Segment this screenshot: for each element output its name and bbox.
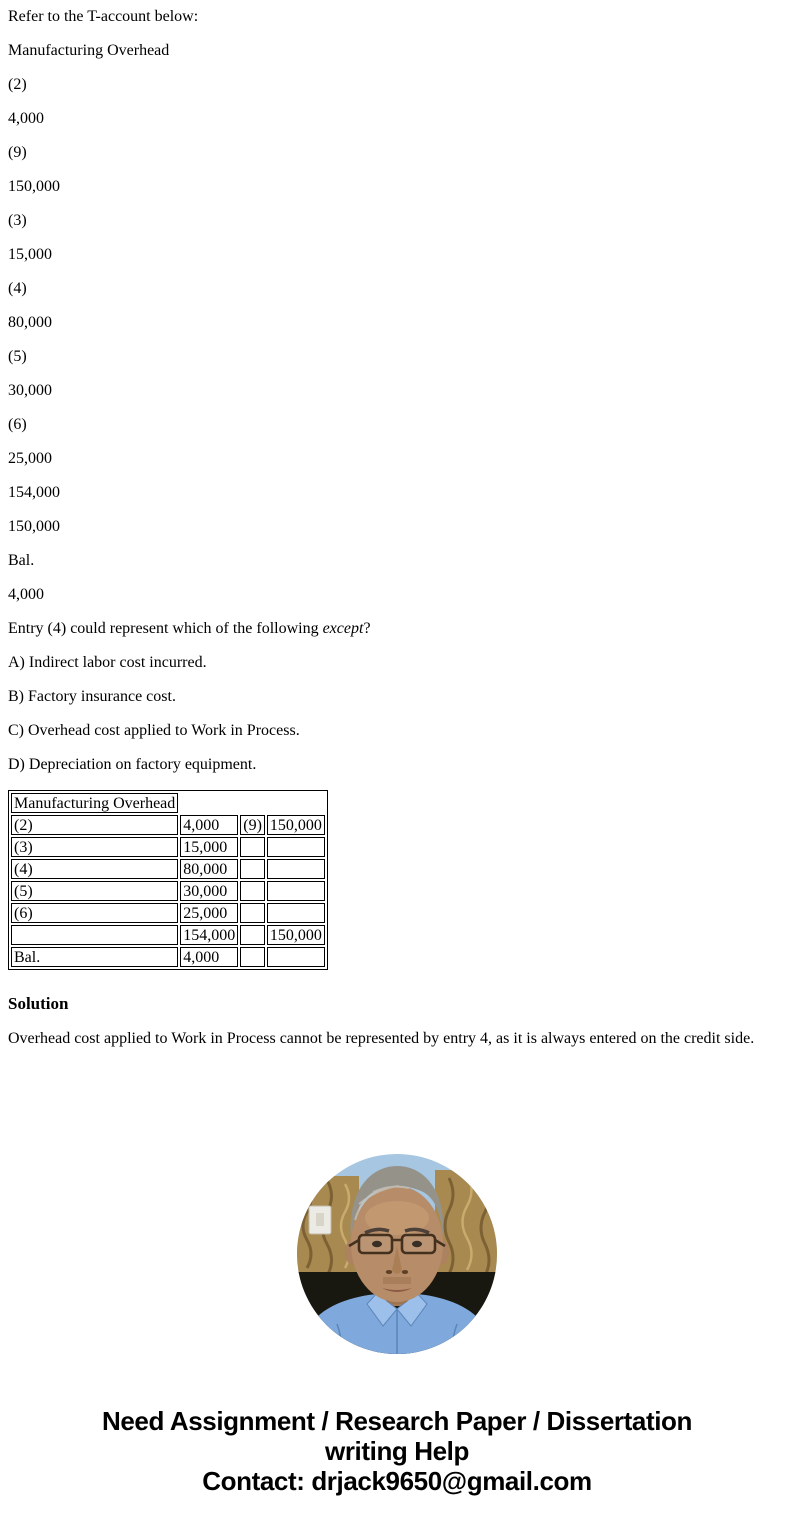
- ref-cell: [240, 881, 265, 901]
- choice-d: D) Depreciation on factory equipment.: [8, 756, 257, 773]
- footer-line-3: Contact: drjack9650@gmail.com: [202, 1466, 592, 1496]
- choice-c: C) Overhead cost applied to Work in Process.: [8, 722, 300, 739]
- tutor-portrait-photo: [297, 1154, 497, 1354]
- question-prefix: Entry (4) could represent which of the following: [8, 620, 323, 637]
- ref-cell: [240, 903, 265, 923]
- credit-cell: [267, 859, 325, 879]
- avatar: [0, 1154, 794, 1354]
- debit-cell: 15,000: [180, 837, 238, 857]
- label-cell: Bal.: [11, 947, 178, 967]
- debit-cell: 25,000: [180, 903, 238, 923]
- ref-cell: [240, 859, 265, 879]
- credit-cell: [267, 947, 325, 967]
- table-title-cell: Manufacturing Overhead: [11, 793, 178, 813]
- solution-heading: Solution: [8, 994, 69, 1013]
- account-title-line: Manufacturing Overhead: [8, 42, 170, 59]
- debit-cell: 80,000: [180, 859, 238, 879]
- ref-cell: (9): [240, 815, 265, 835]
- table-row: [11, 947, 325, 967]
- credit-cell: 150,000: [267, 815, 325, 835]
- entry-ref-line: (3): [8, 212, 27, 229]
- amount-line: 80,000: [8, 314, 52, 331]
- table-row: [11, 859, 325, 879]
- entry-ref-line: (6): [8, 416, 27, 433]
- label-cell: [11, 925, 178, 945]
- amount-line: 15,000: [8, 246, 52, 263]
- amount-line: 154,000: [8, 484, 60, 501]
- credit-cell: [267, 881, 325, 901]
- credit-cell: [267, 837, 325, 857]
- debit-cell: 4,000: [180, 815, 238, 835]
- balance-label-line: Bal.: [8, 552, 35, 569]
- table-row: [11, 881, 325, 901]
- choice-b: B) Factory insurance cost.: [8, 688, 176, 705]
- debit-cell: 30,000: [180, 881, 238, 901]
- debit-cell: 154,000: [180, 925, 238, 945]
- amount-line: 30,000: [8, 382, 52, 399]
- amount-line: 4,000: [8, 586, 44, 603]
- entry-ref-line: (5): [8, 348, 27, 365]
- table-row: [11, 837, 325, 857]
- credit-cell: 150,000: [267, 925, 325, 945]
- question-italic-word: except: [322, 620, 364, 637]
- footer-line-1: Need Assignment / Research Paper / Dissertation: [101, 1406, 692, 1436]
- light-switch: [309, 1206, 331, 1234]
- ref-cell: [240, 837, 265, 857]
- label-cell: (3): [11, 837, 178, 857]
- amount-line: 25,000: [8, 450, 52, 467]
- table-row: [11, 903, 325, 923]
- amount-line: 150,000: [8, 178, 60, 195]
- entry-ref-line: (4): [8, 280, 27, 297]
- label-cell: (2): [11, 815, 178, 835]
- t-account-table: [8, 790, 328, 970]
- table-title-row: [11, 793, 325, 813]
- footer-contact-banner: [0, 1406, 794, 1496]
- choice-a: A) Indirect labor cost incurred.: [8, 654, 207, 671]
- ref-cell: [240, 925, 265, 945]
- debit-cell: 4,000: [180, 947, 238, 967]
- ref-cell: [240, 947, 265, 967]
- entry-ref-line: (9): [8, 144, 27, 161]
- question-suffix: ?: [363, 620, 371, 637]
- table-row: [11, 815, 325, 835]
- label-cell: (5): [11, 881, 178, 901]
- label-cell: (6): [11, 903, 178, 923]
- table-row: [11, 925, 325, 945]
- question-line: [8, 620, 786, 638]
- solution-text: Overhead cost applied to Work in Process cannot be represented by entry 4, as it is always entered on the credit side.: [8, 1030, 755, 1047]
- credit-cell: [267, 903, 325, 923]
- amount-line: 150,000: [8, 518, 60, 535]
- amount-line: 4,000: [8, 110, 44, 127]
- footer-line-2: writing Help: [325, 1436, 469, 1466]
- intro-line: Refer to the T-account below:: [8, 8, 199, 25]
- label-cell: (4): [11, 859, 178, 879]
- entry-ref-line: (2): [8, 76, 27, 93]
